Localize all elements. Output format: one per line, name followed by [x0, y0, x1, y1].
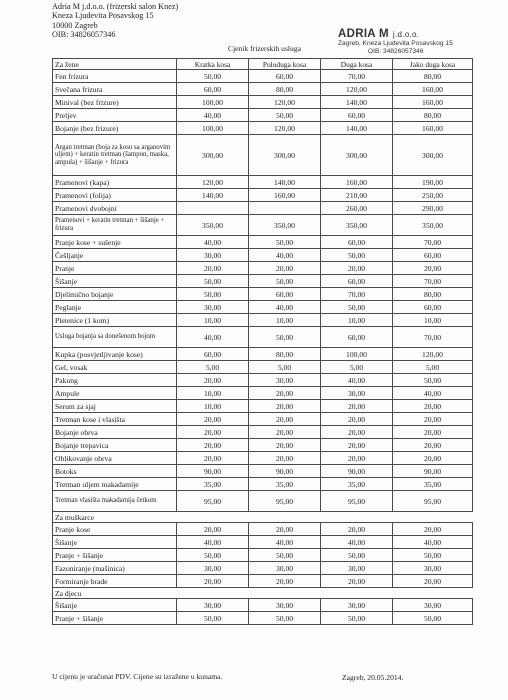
price-cell: 50,00 [321, 249, 393, 262]
price-cell: 140,00 [177, 189, 249, 202]
service-name: Češljanje [53, 249, 177, 262]
price-cell: 35,00 [321, 478, 393, 491]
price-row [53, 327, 473, 348]
stamp-address: Zagreb, Kneza Ljudevita Posavskog 15 [338, 40, 453, 47]
price-cell [249, 202, 321, 215]
price-cell: 20,00 [393, 439, 473, 452]
price-cell: 140,00 [321, 96, 393, 109]
column-header: Poluduga kosa [249, 59, 321, 70]
price-cell: 120,00 [321, 83, 393, 96]
price-row [53, 96, 473, 109]
price-cell: 20,00 [321, 400, 393, 413]
price-cell: 20,00 [177, 413, 249, 426]
price-cell: 10,00 [249, 314, 321, 327]
section-label: Za žene [53, 59, 177, 70]
price-cell: 20,00 [177, 439, 249, 452]
price-cell: 160,00 [393, 83, 473, 96]
service-name: Pakung [53, 374, 177, 387]
section-spacer-cell [321, 512, 393, 523]
service-name: Šišanje [53, 536, 177, 549]
price-cell: 10,00 [393, 314, 473, 327]
service-name: Preljev [53, 109, 177, 122]
price-cell: 300,00 [321, 135, 393, 176]
price-cell: 60,00 [249, 288, 321, 301]
price-cell: 50,00 [177, 612, 249, 625]
price-row [53, 348, 473, 361]
price-cell: 50,00 [393, 549, 473, 562]
price-cell: 40,00 [177, 109, 249, 122]
price-cell: 20,00 [393, 575, 473, 588]
price-cell: 50,00 [249, 236, 321, 249]
document-title: Cjenik frizerskih usluga [228, 44, 301, 53]
price-row [53, 426, 473, 439]
price-cell: 40,00 [177, 536, 249, 549]
price-cell: 70,00 [393, 327, 473, 348]
service-name: Pramenovi + keratin tretman + šišanje + frizura [53, 215, 177, 236]
price-cell: 20,00 [321, 452, 393, 465]
price-cell: 50,00 [249, 549, 321, 562]
service-name: Fen frizura [53, 70, 177, 83]
price-row [53, 202, 473, 215]
price-cell: 80,00 [393, 109, 473, 122]
price-cell: 50,00 [249, 327, 321, 348]
price-cell: 30,00 [249, 562, 321, 575]
price-cell: 30,00 [321, 599, 393, 612]
price-row [53, 314, 473, 327]
company-line: Adria M j.d.o.o. (frizerski salon Knez) [52, 2, 179, 11]
document-date: Zagreb, 20.05.2014. [342, 673, 404, 682]
price-row [53, 387, 473, 400]
price-cell: 40,00 [321, 536, 393, 549]
price-cell: 60,00 [393, 249, 473, 262]
price-cell: 20,00 [249, 439, 321, 452]
section-spacer-cell [393, 512, 473, 523]
price-cell: 60,00 [177, 83, 249, 96]
price-cell: 120,00 [249, 96, 321, 109]
price-cell: 30,00 [177, 301, 249, 314]
section-spacer-cell [249, 512, 321, 523]
price-cell: 5,00 [393, 361, 473, 374]
price-cell: 90,00 [393, 465, 473, 478]
price-cell: 50,00 [321, 612, 393, 625]
price-row [53, 439, 473, 452]
price-row [53, 288, 473, 301]
price-cell: 35,00 [393, 478, 473, 491]
service-name: Bojanje trepavica [53, 439, 177, 452]
price-cell: 20,00 [321, 426, 393, 439]
price-cell: 60,00 [321, 109, 393, 122]
price-cell: 95,00 [393, 491, 473, 512]
price-cell: 120,00 [177, 176, 249, 189]
service-name: Svečana frizura [53, 83, 177, 96]
price-cell: 60,00 [321, 236, 393, 249]
section-label: Za muškarce [53, 512, 177, 523]
price-row [53, 236, 473, 249]
service-name: Gel, vosak [53, 361, 177, 374]
price-cell: 60,00 [321, 275, 393, 288]
price-cell: 140,00 [321, 122, 393, 135]
price-cell: 50,00 [249, 109, 321, 122]
price-cell: 30,00 [393, 562, 473, 575]
price-cell: 140,00 [249, 176, 321, 189]
price-row [53, 575, 473, 588]
service-name: Šišanje [53, 275, 177, 288]
price-cell: 20,00 [393, 262, 473, 275]
price-cell: 50,00 [393, 612, 473, 625]
price-cell: 20,00 [177, 523, 249, 536]
price-cell: 160,00 [393, 122, 473, 135]
stamp-brand-name: ADRIA M [338, 28, 389, 40]
price-cell: 20,00 [177, 374, 249, 387]
price-row [53, 122, 473, 135]
stamp-brand [338, 28, 453, 40]
price-row [53, 83, 473, 96]
price-cell: 40,00 [249, 536, 321, 549]
price-cell: 20,00 [393, 452, 473, 465]
service-name: Pranje kose + sušenje [53, 236, 177, 249]
price-cell: 10,00 [177, 387, 249, 400]
service-name: Minival (bez frizure) [53, 96, 177, 109]
service-name: Usluga bojanja sa donešenom bojom [53, 327, 177, 348]
section-spacer-cell [393, 588, 473, 599]
price-cell: 20,00 [321, 523, 393, 536]
price-cell: 90,00 [177, 465, 249, 478]
price-cell: 40,00 [177, 327, 249, 348]
price-cell: 60,00 [321, 327, 393, 348]
service-name: Pramenovi dvobojni [53, 202, 177, 215]
price-cell: 20,00 [321, 439, 393, 452]
vat-note: U cijenu je uračunat PDV. Cijene su izražene u kunama. [52, 672, 223, 681]
price-cell: 250,00 [393, 189, 473, 202]
price-cell: 5,00 [177, 361, 249, 374]
price-row [53, 262, 473, 275]
price-cell: 70,00 [393, 275, 473, 288]
price-cell: 20,00 [393, 523, 473, 536]
price-cell: 20,00 [393, 413, 473, 426]
price-cell: 90,00 [249, 465, 321, 478]
section-spacer-cell [321, 588, 393, 599]
price-cell: 50,00 [177, 288, 249, 301]
price-cell: 350,00 [393, 215, 473, 236]
price-cell: 60,00 [249, 70, 321, 83]
price-cell: 20,00 [249, 413, 321, 426]
price-cell: 20,00 [177, 262, 249, 275]
price-row [53, 549, 473, 562]
section-spacer-cell [177, 512, 249, 523]
service-name: Peglanje [53, 301, 177, 314]
price-cell: 20,00 [393, 426, 473, 439]
price-cell: 20,00 [249, 523, 321, 536]
service-name: Kupka (posvjetljivanje kose) [53, 348, 177, 361]
price-cell: 20,00 [249, 575, 321, 588]
price-cell: 30,00 [249, 599, 321, 612]
price-cell: 80,00 [249, 348, 321, 361]
price-table [52, 58, 473, 625]
price-cell: 35,00 [249, 478, 321, 491]
price-cell: 10,00 [177, 400, 249, 413]
service-name: Bojanje obrva [53, 426, 177, 439]
service-name: Argan tretman (boja za kosu sa arganovim uljem) + keratin tretman (šampon, maska, ampula) + šišanje + frizura [53, 135, 177, 176]
price-cell: 100,00 [321, 348, 393, 361]
price-row [53, 249, 473, 262]
service-name: Fazoniranje (mašinica) [53, 562, 177, 575]
service-name: Djelimično bojanje [53, 288, 177, 301]
price-cell: 210,00 [321, 189, 393, 202]
price-cell: 50,00 [321, 301, 393, 314]
price-cell: 40,00 [249, 249, 321, 262]
company-line: Kneza Ljudevita Posavskog 15 [52, 11, 154, 21]
price-cell: 100,00 [177, 96, 249, 109]
service-name: Pranje + šišanje [53, 549, 177, 562]
price-cell: 5,00 [249, 361, 321, 374]
price-row [53, 413, 473, 426]
price-cell: 50,00 [249, 275, 321, 288]
price-cell: 50,00 [177, 549, 249, 562]
price-cell: 350,00 [249, 215, 321, 236]
service-name: Pranje kose [53, 523, 177, 536]
price-cell [177, 202, 249, 215]
section-spacer-cell [249, 588, 321, 599]
price-cell: 20,00 [249, 452, 321, 465]
section-label: Za djecu [53, 588, 177, 599]
price-cell: 80,00 [393, 288, 473, 301]
price-cell: 80,00 [249, 83, 321, 96]
price-row [53, 599, 473, 612]
price-row [53, 215, 473, 236]
price-cell: 10,00 [177, 314, 249, 327]
price-row [53, 523, 473, 536]
price-cell: 60,00 [177, 348, 249, 361]
price-cell: 50,00 [249, 612, 321, 625]
price-cell: 160,00 [393, 96, 473, 109]
company-line: OIB: 34826057346 [52, 30, 116, 40]
price-cell: 95,00 [249, 491, 321, 512]
price-row [53, 189, 473, 202]
service-name: Pramenovi (kapa) [53, 176, 177, 189]
price-cell: 260,00 [321, 202, 393, 215]
price-cell: 35,00 [177, 478, 249, 491]
column-header: Kratka kosa [177, 59, 249, 70]
price-row [53, 400, 473, 413]
price-cell: 30,00 [321, 387, 393, 400]
price-row [53, 562, 473, 575]
price-cell: 90,00 [321, 465, 393, 478]
price-cell: 300,00 [393, 135, 473, 176]
price-cell: 20,00 [321, 413, 393, 426]
price-row [53, 301, 473, 314]
service-name: Pranje + šišanje [53, 612, 177, 625]
price-row [53, 275, 473, 288]
price-cell: 30,00 [321, 562, 393, 575]
price-row [53, 70, 473, 83]
price-cell: 10,00 [321, 314, 393, 327]
price-cell: 50,00 [177, 70, 249, 83]
price-cell: 30,00 [249, 374, 321, 387]
price-cell: 30,00 [177, 562, 249, 575]
company-line: 10000 Zagreb [52, 20, 98, 30]
service-name: Tretman uljem makadamije [53, 478, 177, 491]
stamp-brand-suffix: j.d.o.o. [392, 30, 420, 39]
price-cell: 300,00 [177, 135, 249, 176]
price-cell: 60,00 [393, 301, 473, 314]
price-row [53, 374, 473, 387]
service-name: Tretman kose i vlasišta [53, 413, 177, 426]
price-row [53, 176, 473, 189]
price-cell: 20,00 [177, 452, 249, 465]
price-row [53, 536, 473, 549]
service-name: Pletenice (1 kom) [53, 314, 177, 327]
price-row [53, 478, 473, 491]
service-name: Pranje [53, 262, 177, 275]
price-cell: 50,00 [393, 374, 473, 387]
price-cell: 40,00 [321, 374, 393, 387]
price-cell: 5,00 [321, 361, 393, 374]
service-name: Botoks [53, 465, 177, 478]
price-cell: 80,00 [393, 70, 473, 83]
price-cell: 70,00 [321, 70, 393, 83]
column-header: Jako duga kosa [393, 59, 473, 70]
price-cell: 95,00 [321, 491, 393, 512]
price-cell: 20,00 [249, 262, 321, 275]
section-header-row [53, 588, 473, 599]
price-cell: 30,00 [393, 599, 473, 612]
price-cell: 40,00 [393, 536, 473, 549]
price-cell: 190,00 [393, 176, 473, 189]
service-name: Bojanje (bez frizure) [53, 122, 177, 135]
price-cell: 40,00 [393, 387, 473, 400]
price-row [53, 135, 473, 176]
price-cell: 40,00 [177, 236, 249, 249]
price-cell: 20,00 [249, 400, 321, 413]
service-name: Šišanje [53, 599, 177, 612]
price-cell: 30,00 [177, 249, 249, 262]
price-cell: 20,00 [321, 262, 393, 275]
price-cell: 20,00 [321, 575, 393, 588]
price-cell: 30,00 [177, 599, 249, 612]
section-spacer-cell [177, 588, 249, 599]
price-cell: 350,00 [177, 215, 249, 236]
price-cell: 70,00 [321, 288, 393, 301]
price-cell: 160,00 [249, 189, 321, 202]
service-name: Formiranje brade [53, 575, 177, 588]
service-name: Serum za sjaj [53, 400, 177, 413]
price-cell: 20,00 [393, 400, 473, 413]
price-row [53, 491, 473, 512]
price-cell: 70,00 [393, 236, 473, 249]
price-cell: 160,00 [321, 176, 393, 189]
stamp-oib: OIB: 34826057346 [368, 48, 424, 55]
section-header-row [53, 512, 473, 523]
price-cell: 20,00 [177, 426, 249, 439]
price-cell: 50,00 [321, 549, 393, 562]
price-cell: 50,00 [177, 275, 249, 288]
company-address [52, 2, 178, 40]
price-row [53, 612, 473, 625]
price-cell: 20,00 [177, 575, 249, 588]
price-cell: 100,00 [177, 122, 249, 135]
price-cell: 95,00 [177, 491, 249, 512]
price-cell: 350,00 [321, 215, 393, 236]
price-cell: 120,00 [249, 122, 321, 135]
price-cell: 20,00 [249, 426, 321, 439]
service-name: Tretman vlasišta makadamija četkom [53, 491, 177, 512]
service-name: Oblikovanje obrva [53, 452, 177, 465]
price-cell: 120,00 [393, 348, 473, 361]
price-row [53, 361, 473, 374]
price-cell: 40,00 [249, 301, 321, 314]
price-cell: 290,00 [393, 202, 473, 215]
price-cell: 300,00 [249, 135, 321, 176]
price-cell: 20,00 [249, 387, 321, 400]
section-header-row [53, 59, 473, 70]
service-name: Pramenovi (folija) [53, 189, 177, 202]
service-name: Ampule [53, 387, 177, 400]
company-stamp [338, 28, 453, 56]
column-header: Duga kosa [321, 59, 393, 70]
price-row [53, 452, 473, 465]
price-row [53, 465, 473, 478]
price-row [53, 109, 473, 122]
